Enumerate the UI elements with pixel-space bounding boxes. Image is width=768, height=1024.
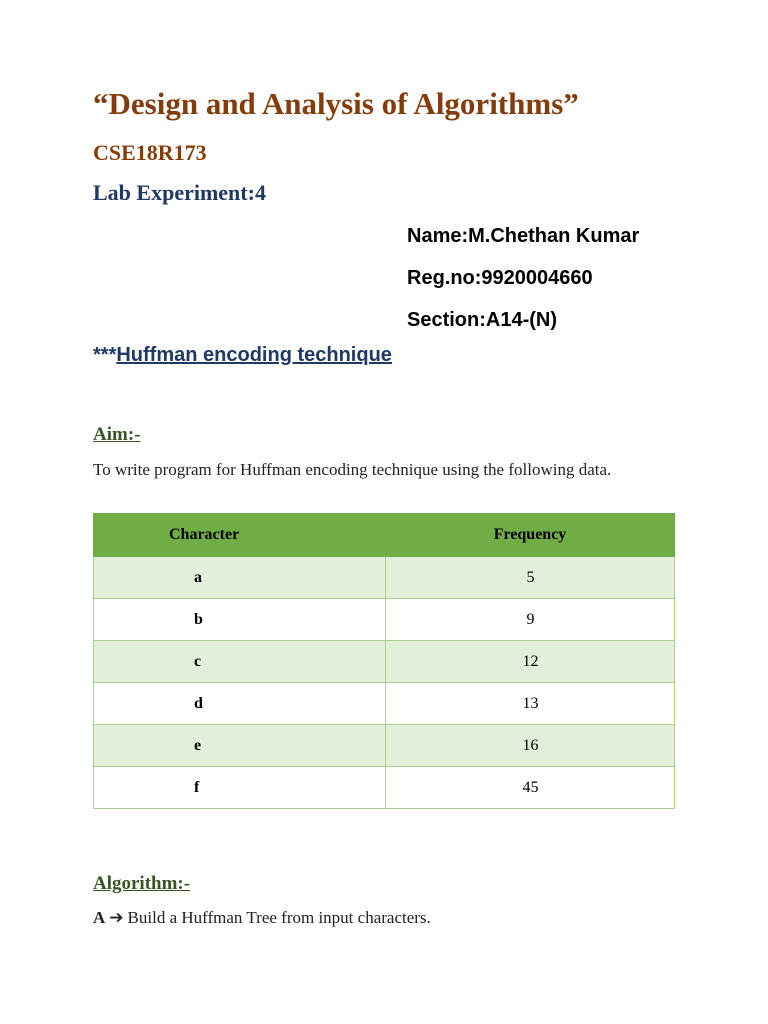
topic-name: Huffman encoding technique [116, 344, 392, 366]
header-frequency: Frequency [386, 514, 675, 557]
document-title: “Design and Analysis of Algorithms” [93, 86, 579, 121]
cell-character: f [94, 767, 386, 809]
cell-character: c [94, 641, 386, 683]
table-row [94, 683, 675, 725]
cell-character: b [94, 599, 386, 641]
table-row [94, 725, 675, 767]
header-character: Character [94, 514, 386, 557]
table-row [94, 557, 675, 599]
lab-experiment: Lab Experiment:4 [93, 180, 266, 205]
aim-text: To write program for Huffman encoding technique using the following data. [93, 460, 612, 479]
course-code: CSE18R173 [93, 140, 207, 165]
algorithm-step [93, 908, 431, 928]
cell-character: d [94, 683, 386, 725]
cell-frequency: 45 [386, 767, 675, 809]
table-row [94, 599, 675, 641]
step-letter: A [93, 908, 106, 927]
topic-heading [93, 344, 392, 367]
algorithm-heading: Algorithm:- [93, 873, 191, 894]
cell-frequency: 12 [386, 641, 675, 683]
cell-frequency: 13 [386, 683, 675, 725]
cell-frequency: 5 [386, 557, 675, 599]
table-row [94, 641, 675, 683]
student-info [407, 220, 639, 346]
cell-character: a [94, 557, 386, 599]
arrow-right-icon: ➔ [109, 908, 124, 928]
aim-heading: Aim:- [93, 424, 141, 445]
step-text: Build a Huffman Tree from input characters. [127, 908, 431, 927]
frequency-table [93, 513, 675, 809]
topic-prefix: *** [93, 344, 117, 366]
cell-character: e [94, 725, 386, 767]
cell-frequency: 9 [386, 599, 675, 641]
student-reg-no: Reg.no:9920004660 [407, 267, 593, 289]
table-header-row [94, 514, 675, 557]
table-row [94, 767, 675, 809]
student-section: Section:A14-(N) [407, 309, 558, 331]
cell-frequency: 16 [386, 725, 675, 767]
student-name: Name:M.Chethan Kumar [407, 225, 640, 247]
